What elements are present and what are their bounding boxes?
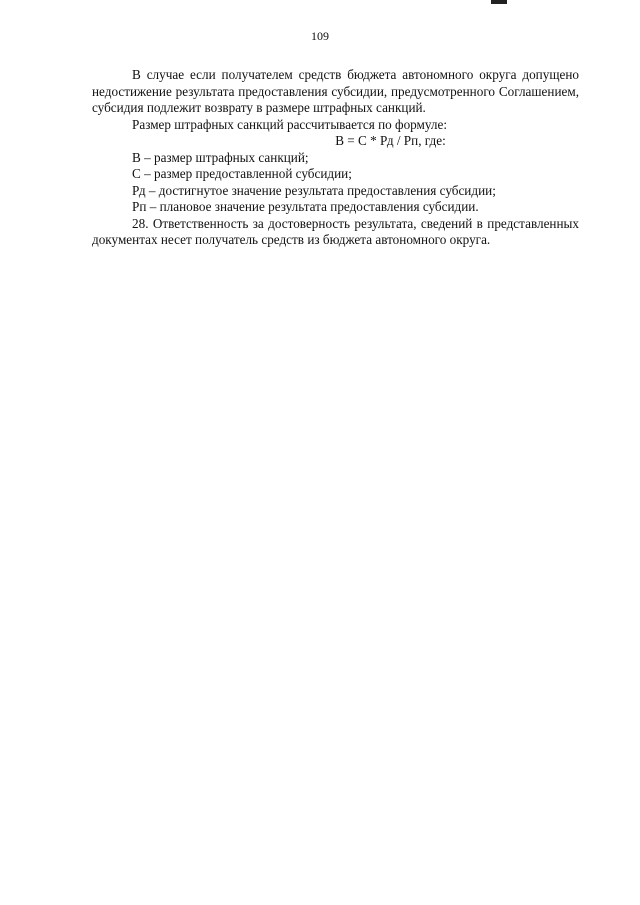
legend-item: Рп – плановое значение результата предоставления субсидии. [132,199,479,214]
legend-item: С – размер предоставленной субсидии; [132,166,352,181]
document-body [92,67,579,249]
formula-legend [92,150,579,216]
penalty-formula: В = С * Рд / Рп, где: [335,133,446,148]
paragraph-28-responsibility: 28. Ответственность за достоверность результата, сведений в представленных документах несет получатель средств из бюджета автономного округа. [92,215,579,247]
paragraph-formula-intro: Размер штрафных санкций рассчитывается по формуле: [132,116,448,132]
paragraph-refund-condition: В случае если получателем средств бюджета автономного округа допущено недостижение результата предоставления субсидии, предусмотренного Соглашением, субсидия подлежит возврату в размере штрафных санкций. [92,67,579,115]
legend-item: В – размер штрафных санкций; [132,149,309,165]
legend-item: Рд – достигнутое значение результата предоставления субсидии; [132,182,496,198]
page-number: 109 [311,29,329,43]
scan-mark [491,0,507,4]
